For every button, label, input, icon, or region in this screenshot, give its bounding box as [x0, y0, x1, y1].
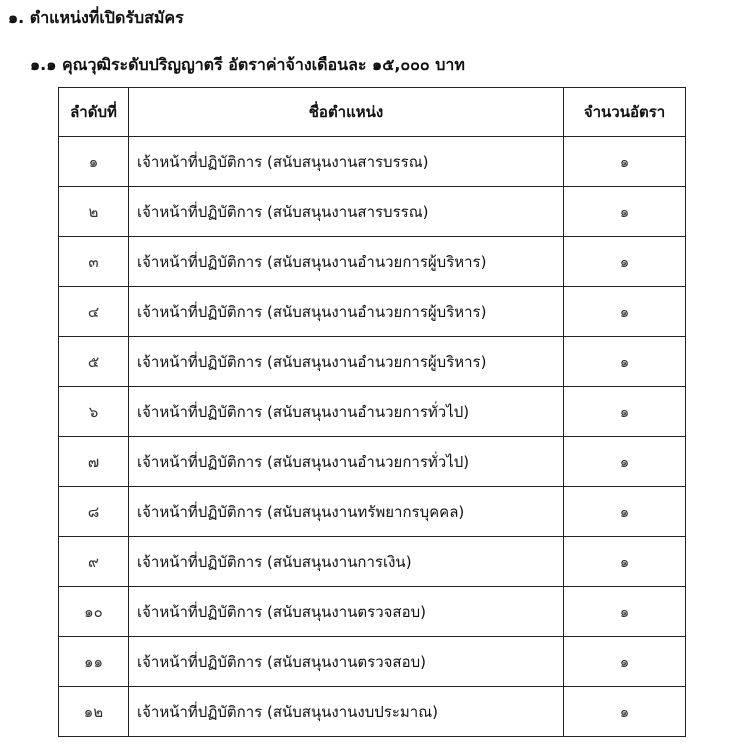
position-name-cell: เจ้าหน้าที่ปฏิบัติการ (สนับสนุนงานอำนวยการผู้บริหาร) [129, 237, 564, 287]
order-number-cell: ๘ [59, 487, 129, 537]
position-count-cell: ๑ [564, 287, 686, 337]
header-position-count: จำนวนอัตรา [564, 88, 686, 137]
position-name-cell: เจ้าหน้าที่ปฏิบัติการ (สนับสนุนงานอำนวยการทั่วไป) [129, 437, 564, 487]
order-number-cell: ๑๑ [59, 637, 129, 687]
table-row [59, 637, 686, 687]
position-count-cell: ๑ [564, 237, 686, 287]
position-count-cell: ๑ [564, 587, 686, 637]
table-row [59, 137, 686, 187]
table-row [59, 437, 686, 487]
position-count-cell: ๑ [564, 537, 686, 587]
order-number-cell: ๙ [59, 537, 129, 587]
position-name-cell: เจ้าหน้าที่ปฏิบัติการ (สนับสนุนงานการเงิน) [129, 537, 564, 587]
order-number-cell: ๑๐ [59, 587, 129, 637]
header-order-number: ลำดับที่ [59, 88, 129, 137]
position-name-cell: เจ้าหน้าที่ปฏิบัติการ (สนับสนุนงานอำนวยการผู้บริหาร) [129, 287, 564, 337]
position-name-cell: เจ้าหน้าที่ปฏิบัติการ (สนับสนุนงานตรวจสอบ) [129, 587, 564, 637]
position-name-cell: เจ้าหน้าที่ปฏิบัติการ (สนับสนุนงานงบประมาณ) [129, 687, 564, 737]
table-row [59, 337, 686, 387]
table-row [59, 587, 686, 637]
table-row [59, 487, 686, 537]
order-number-cell: ๒ [59, 187, 129, 237]
position-name-cell: เจ้าหน้าที่ปฏิบัติการ (สนับสนุนงานสารบรรณ) [129, 187, 564, 237]
table-row [59, 387, 686, 437]
table-row [59, 537, 686, 587]
table-row [59, 187, 686, 237]
position-count-cell: ๑ [564, 487, 686, 537]
order-number-cell: ๗ [59, 437, 129, 487]
order-number-cell: ๕ [59, 337, 129, 387]
order-number-cell: ๖ [59, 387, 129, 437]
position-count-cell: ๑ [564, 337, 686, 387]
position-name-cell: เจ้าหน้าที่ปฏิบัติการ (สนับสนุนงานสารบรรณ) [129, 137, 564, 187]
order-number-cell: ๓ [59, 237, 129, 287]
position-name-cell: เจ้าหน้าที่ปฏิบัติการ (สนับสนุนงานตรวจสอบ) [129, 637, 564, 687]
header-position-name: ชื่อตำแหน่ง [129, 88, 564, 137]
order-number-cell: ๑๒ [59, 687, 129, 737]
position-count-cell: ๑ [564, 687, 686, 737]
table-row [59, 287, 686, 337]
position-count-cell: ๑ [564, 437, 686, 487]
position-count-cell: ๑ [564, 637, 686, 687]
table-header-row [59, 88, 686, 137]
position-name-cell: เจ้าหน้าที่ปฏิบัติการ (สนับสนุนงานทรัพยากรบุคคล) [129, 487, 564, 537]
table-row [59, 687, 686, 737]
table-row [59, 237, 686, 287]
section-subheading: ๑.๑ คุณวุฒิระดับปริญญาตรี อัตราค่าจ้างเดือนละ ๑๕,๐๐๐ บาท [30, 55, 465, 74]
positions-table [58, 87, 686, 737]
order-number-cell: ๑ [59, 137, 129, 187]
order-number-cell: ๔ [59, 287, 129, 337]
position-count-cell: ๑ [564, 387, 686, 437]
position-count-cell: ๑ [564, 137, 686, 187]
position-count-cell: ๑ [564, 187, 686, 237]
position-name-cell: เจ้าหน้าที่ปฏิบัติการ (สนับสนุนงานอำนวยการผู้บริหาร) [129, 337, 564, 387]
section-heading: ๑. ตำแหน่งที่เปิดรับสมัคร [8, 8, 184, 27]
position-name-cell: เจ้าหน้าที่ปฏิบัติการ (สนับสนุนงานอำนวยการทั่วไป) [129, 387, 564, 437]
